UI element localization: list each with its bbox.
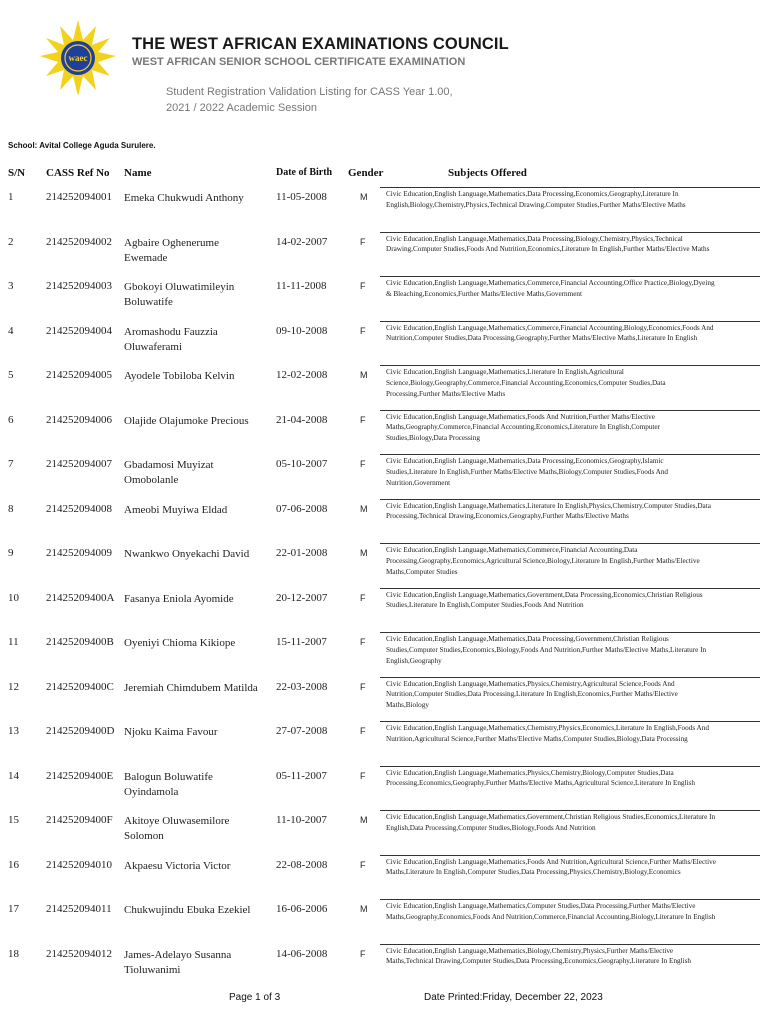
row-sn: 10 <box>8 591 19 604</box>
waec-logo <box>38 18 118 98</box>
row-ref: 21425209400F <box>46 814 113 826</box>
column-header-sn: S/N <box>8 167 26 179</box>
column-header-gender: Gender <box>348 167 384 179</box>
row-gender: F <box>360 948 366 959</box>
row-gender: M <box>360 904 368 914</box>
row-gender: M <box>360 548 368 558</box>
row-subjects: Civic Education,English Language,Mathematics,Literature In English,Physics,Chemistry,Computer Studies,Data Processing,Technical Drawing,Economics,Geography,Further Maths/Elective Maths <box>386 501 711 521</box>
row-ref: 21425209400E <box>46 769 114 782</box>
column-header-dob: Date of Birth <box>276 167 333 178</box>
row-subjects: Civic Education,English Language,Mathematics,Physics,Chemistry,Agricultural Science,Foods And Nutrition,Computer Studies,Data Processing,Literature In English,Economics,Further Maths/Elective Maths,Biology <box>386 679 678 710</box>
row-ref: 214252094007 <box>46 458 112 470</box>
row-subjects: Civic Education,English Language,Mathematics,Data Processing,Biology,Chemistry,Physics,Technical Drawing,Computer Studies,Foods And Nutrition,Economics,Literature In English,Further Maths/Elective Maths <box>386 234 710 254</box>
row-name: Nwankwo Onyekachi David <box>124 548 250 560</box>
row-subjects: Civic Education,English Language,Mathematics,Biology,Chemistry,Physics,Further Maths/Elective Maths,Technical Drawing,Computer Studies,Data Processing,Economics,Geography,Literature In English <box>386 946 692 966</box>
row-gender: F <box>360 236 366 247</box>
row-ref: 214252094009 <box>46 547 112 559</box>
row-gender: M <box>360 192 368 202</box>
table-row <box>8 499 768 544</box>
row-sn: 17 <box>8 903 19 915</box>
row-sn: 2 <box>8 235 14 248</box>
row-gender: F <box>360 637 366 647</box>
row-name: Jeremiah Chimdubem Matilda <box>124 681 258 694</box>
column-header-subjects: Subjects Offered <box>448 167 527 179</box>
row-subjects: Civic Education,English Language,Mathematics,Commerce,Financial Accounting,Office Practice,Biology,Dyeing & Bleaching,Economics,Further Maths/Elective Maths,Government <box>386 279 715 298</box>
org-title: THE WEST AFRICAN EXAMINATIONS COUNCIL <box>132 35 509 53</box>
row-subjects: Civic Education,English Language,Mathematics,Data Processing,Economics,Geography,Literature In English,Biology,Chemistry,Physics,Technical Drawing,Computer Studies,Further Maths/Elective Maths <box>386 190 686 209</box>
row-subjects: Civic Education,English Language,Mathematics,Foods And Nutrition,Further Maths/Elective Maths,Geography,Commerce,Financial Accounting,Economics,Literature In English,Computer Studies,Biology,Data Processing <box>386 412 660 443</box>
row-dob: 21-04-2008 <box>276 413 328 426</box>
row-name: Gbadamosi Muyizat Omobolanle <box>124 459 214 486</box>
row-name: Chukwujindu Ebuka Ezekiel <box>124 904 251 916</box>
table-row <box>8 944 768 989</box>
row-subjects: Civic Education,English Language,Mathematics,Literature In English,Agricultural Science,Biology,Geography,Commerce,Financial Accounting,Economics,Computer Studies,Data Processing,Further Maths/Elective Maths <box>386 368 666 398</box>
table-row <box>8 632 768 677</box>
row-dob: 14-06-2008 <box>276 947 328 960</box>
row-ref: 214252094003 <box>46 280 112 292</box>
row-subjects: Civic Education,English Language,Mathematics,Government,Christian Religious Studies,Economics,Literature In English,Data Processing,Computer Studies,Biology,Foods And Nutrition <box>386 813 716 832</box>
row-dob: 05-11-2007 <box>276 769 327 782</box>
table-row <box>8 454 768 499</box>
row-ref: 21425209400B <box>46 636 114 648</box>
page-number: Page 1 of 3 <box>229 992 281 1003</box>
row-sn: 9 <box>8 547 14 559</box>
row-sn: 12 <box>8 680 19 693</box>
row-name: Balogun Boluwatife Oyindamola <box>124 770 213 798</box>
row-ref: 21425209400D <box>46 725 115 737</box>
row-gender: F <box>360 770 366 781</box>
row-sn: 8 <box>8 502 14 515</box>
row-sn: 18 <box>8 947 19 960</box>
row-dob: 07-06-2008 <box>276 502 328 515</box>
row-gender: M <box>360 370 368 380</box>
row-name: Emeka Chukwudi Anthony <box>124 192 244 204</box>
row-ref: 214252094005 <box>46 369 112 381</box>
row-dob: 15-11-2007 <box>276 636 327 648</box>
row-sn: 4 <box>8 324 14 337</box>
row-gender: F <box>360 414 366 425</box>
row-name: Njoku Kaima Favour <box>124 726 218 738</box>
row-dob: 12-02-2008 <box>276 369 328 381</box>
row-sn: 5 <box>8 369 14 381</box>
row-dob: 22-01-2008 <box>276 547 328 559</box>
row-ref: 214252094001 <box>46 191 112 203</box>
row-gender: F <box>360 681 366 692</box>
row-gender: M <box>360 503 368 514</box>
row-name: Aromashodu Fauzzia Oluwaferami <box>124 325 218 353</box>
table-row <box>8 855 768 900</box>
row-ref: 21425209400C <box>46 680 114 693</box>
table-row <box>8 410 768 455</box>
row-sn: 13 <box>8 725 19 737</box>
row-ref: 21425209400A <box>46 591 115 604</box>
row-dob: 27-07-2008 <box>276 725 328 737</box>
row-gender: F <box>360 592 366 603</box>
table-row <box>8 365 768 410</box>
date-printed: Date Printed:Friday, December 22, 2023 <box>424 992 603 1003</box>
row-sn: 3 <box>8 280 14 292</box>
row-subjects: Civic Education,English Language,Mathematics,Government,Data Processing,Economics,Christian Religious Studies,Literature In English,Computer Studies,Foods And Nutrition <box>386 590 703 610</box>
row-name: Fasanya Eniola Ayomide <box>124 592 234 605</box>
row-sn: 14 <box>8 769 19 782</box>
table-row <box>8 766 768 811</box>
row-name: Gbokoyi Oluwatimileyin Boluwatife <box>124 281 235 308</box>
student-table <box>8 187 768 988</box>
row-sn: 6 <box>8 413 14 426</box>
row-gender: F <box>360 459 366 469</box>
row-sn: 7 <box>8 458 14 470</box>
row-gender: F <box>360 726 366 736</box>
table-row <box>8 543 768 588</box>
row-dob: 22-03-2008 <box>276 680 328 693</box>
school-name: School: Avital College Aguda Surulere. <box>8 141 156 150</box>
svg-text:waec: waec <box>68 53 88 63</box>
row-gender: F <box>360 859 366 870</box>
row-subjects: Civic Education,English Language,Mathematics,Chemistry,Physics,Economics,Literature In English,Foods And Nutrition,Agricultural Science,Further Maths/Elective Maths,Computer Studies,Biology,Data Processing <box>386 724 709 743</box>
row-dob: 11-10-2007 <box>276 814 327 826</box>
row-dob: 20-12-2007 <box>276 591 328 604</box>
row-sn: 15 <box>8 814 19 826</box>
row-ref: 214252094004 <box>46 324 112 337</box>
row-subjects: Civic Education,English Language,Mathematics,Data Processing,Economics,Geography,Islamic Studies,Literature In English,Further Maths/Elective Maths,Biology,Computer Studies,Foods And Nutrition,Government <box>386 457 669 487</box>
row-subjects: Civic Education,English Language,Mathematics,Commerce,Financial Accounting,Data Processing,Geography,Economics,Agricultural Science,Biology,Literature In English,Further Maths/Elective Maths,Computer Studies <box>386 546 700 576</box>
table-row <box>8 321 768 366</box>
row-ref: 214252094011 <box>46 903 112 915</box>
row-subjects: Civic Education,English Language,Mathematics,Foods And Nutrition,Agricultural Science,Further Maths/Elective Maths,Literature In English,Computer Studies,Data Processing,Physics,Chemistry,Biology,Economics <box>386 857 716 877</box>
row-dob: 11-05-2008 <box>276 191 327 203</box>
row-name: Agbaire Oghenerume Ewemade <box>124 236 219 264</box>
row-subjects: Civic Education,English Language,Mathematics,Physics,Chemistry,Biology,Computer Studies,Data Processing,Economics,Geography,Further Maths/Elective Maths,Agricultural Science,Literature In English <box>386 768 695 788</box>
row-sn: 16 <box>8 858 19 871</box>
row-dob: 14-02-2007 <box>276 235 328 248</box>
row-ref: 214252094008 <box>46 502 112 515</box>
row-name: Akitoye Oluwasemilore Solomon <box>124 815 230 842</box>
row-name: Olajide Olajumoke Precious <box>124 414 249 427</box>
column-header-ref: CASS Ref No <box>46 167 110 179</box>
row-dob: 11-11-2008 <box>276 280 327 292</box>
row-subjects: Civic Education,English Language,Mathematics,Commerce,Financial Accounting,Biology,Economics,Foods And Nutrition,Computer Studies,Data Processing,Geography,Further Maths/Elective Maths,Literature In English <box>386 323 714 343</box>
table-row <box>8 588 768 633</box>
row-dob: 05-10-2007 <box>276 458 328 470</box>
row-name: Akpaesu Victoria Victor <box>124 859 231 872</box>
row-gender: F <box>360 281 366 291</box>
row-subjects: Civic Education,English Language,Mathematics,Data Processing,Government,Christian Religious Studies,Computer Studies,Economics,Biology,Foods And Nutrition,Further Maths/Elective Maths,Literature In English,Geography <box>386 635 707 665</box>
row-sn: 1 <box>8 191 14 203</box>
row-gender: M <box>360 815 368 825</box>
column-header-name: Name <box>124 167 152 179</box>
row-dob: 16-06-2006 <box>276 903 328 915</box>
table-row <box>8 232 768 277</box>
org-subtitle: WEST AFRICAN SENIOR SCHOOL CERTIFICATE EXAMINATION <box>132 56 466 68</box>
row-dob: 09-10-2008 <box>276 324 328 337</box>
row-ref: 214252094010 <box>46 858 112 871</box>
row-sn: 11 <box>8 636 19 648</box>
table-row <box>8 899 768 944</box>
row-ref: 214252094012 <box>46 947 112 960</box>
document-title: Student Registration Validation Listing for CASS Year 1.00, 2021 / 2022 Academic Session <box>166 86 453 114</box>
row-name: Ameobi Muyiwa Eldad <box>124 503 228 516</box>
row-ref: 214252094006 <box>46 413 112 426</box>
row-dob: 22-08-2008 <box>276 858 328 871</box>
table-row <box>8 721 768 766</box>
row-name: James-Adelayo Susanna Tioluwanimi <box>124 948 232 976</box>
table-row <box>8 276 768 321</box>
row-ref: 214252094002 <box>46 235 112 248</box>
row-subjects: Civic Education,English Language,Mathematics,Computer Studies,Data Processing,Further Maths/Elective Maths,Geography,Economics,Foods And Nutrition,Commerce,Financial Accounting,Biology,Literature In English <box>386 902 716 921</box>
row-name: Ayodele Tobiloba Kelvin <box>124 370 235 382</box>
table-row <box>8 187 768 232</box>
table-row <box>8 810 768 855</box>
row-gender: F <box>360 325 366 336</box>
table-row <box>8 677 768 722</box>
row-name: Oyeniyi Chioma Kikiope <box>124 637 236 649</box>
